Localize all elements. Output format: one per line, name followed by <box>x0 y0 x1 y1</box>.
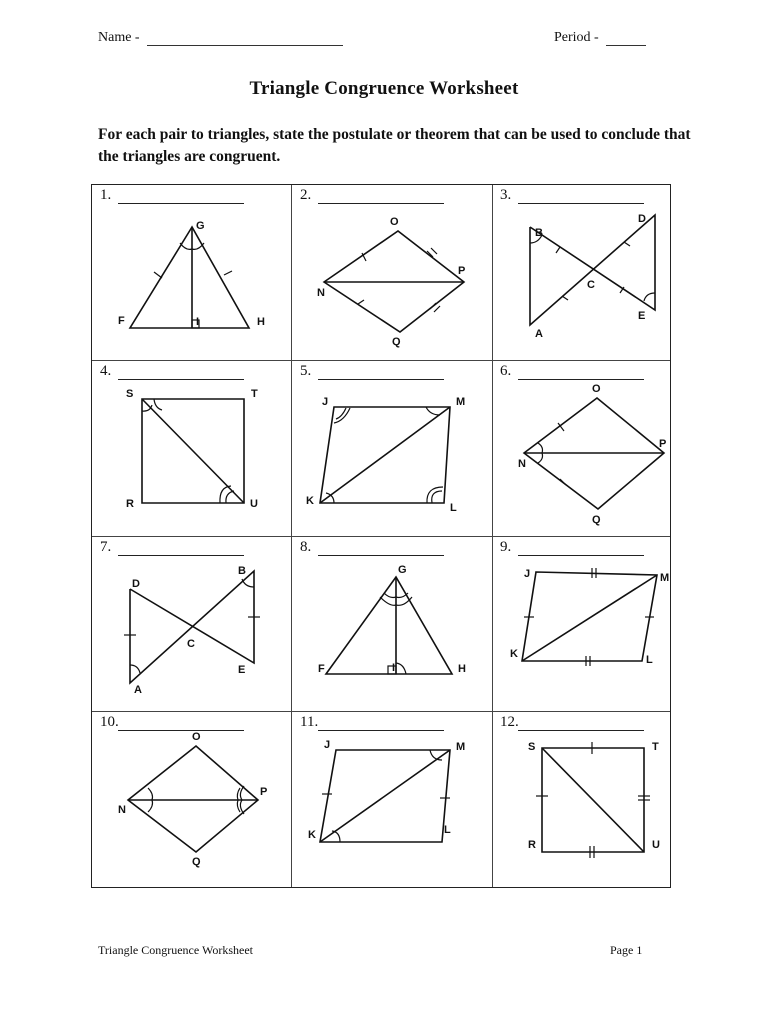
vertex-label: I <box>392 662 396 674</box>
vertex-label: P <box>260 786 268 798</box>
vertex-label: H <box>257 316 265 328</box>
problem-number: 10. <box>100 714 119 730</box>
vertex-label: F <box>318 663 325 675</box>
problem-cell-11 <box>292 712 492 888</box>
problem-cell-3 <box>492 185 692 361</box>
figure-kite <box>492 361 672 537</box>
problem-number: 4. <box>100 363 112 379</box>
vertex-label: G <box>398 564 407 576</box>
vertex-label: R <box>528 839 536 851</box>
problem-number: 3. <box>500 187 512 203</box>
vertex-label: L <box>450 502 457 514</box>
vertex-label: P <box>659 438 667 450</box>
vertex-label: A <box>134 684 142 696</box>
period-label: Period - <box>554 30 599 45</box>
vertex-label: A <box>535 328 543 340</box>
period-field <box>554 30 646 46</box>
problem-cell-1 <box>92 185 292 361</box>
vertex-label: N <box>317 287 325 299</box>
vertex-label: D <box>638 213 646 225</box>
vertex-label: T <box>251 388 258 400</box>
vertex-label: U <box>652 839 660 851</box>
worksheet-title: Triangle Congruence Worksheet <box>249 78 519 99</box>
vertex-label: I <box>196 316 200 328</box>
name-field <box>98 30 343 46</box>
problem-number: 8. <box>300 539 312 555</box>
problem-number: 9. <box>500 539 512 555</box>
vertex-label: E <box>238 664 246 676</box>
vertex-label: C <box>587 279 595 291</box>
name-blank[interactable] <box>147 33 343 46</box>
figure-kite <box>292 185 492 361</box>
period-blank[interactable] <box>606 33 646 46</box>
figure-triangle-altitude <box>292 537 492 713</box>
vertex-label: J <box>524 568 531 580</box>
problem-number: 2. <box>300 187 312 203</box>
vertex-label: F <box>118 315 125 327</box>
vertex-label: O <box>390 216 399 228</box>
problem-cell-4 <box>92 361 292 537</box>
figure-square-diagonal <box>92 361 292 537</box>
vertex-label: M <box>456 741 466 753</box>
vertex-label: H <box>458 663 466 675</box>
vertex-label: O <box>192 731 201 743</box>
vertex-label: G <box>196 220 205 232</box>
vertex-label: C <box>187 638 195 650</box>
vertex-label: S <box>528 741 536 753</box>
figure-bowtie-vertical <box>92 537 292 713</box>
vertex-label: Q <box>392 336 401 348</box>
figure-square-diagonal <box>492 712 672 888</box>
vertex-label: Q <box>192 856 201 868</box>
problem-grid <box>91 184 671 888</box>
figure-kite <box>92 712 292 888</box>
vertex-label: E <box>638 310 646 322</box>
vertex-label: P <box>458 265 466 277</box>
problem-cell-5 <box>292 361 492 537</box>
name-label: Name - <box>98 30 140 45</box>
problem-number: 7. <box>100 539 112 555</box>
vertex-label: N <box>118 804 126 816</box>
problem-number: 11. <box>300 714 319 730</box>
figure-parallelogram-diagonal <box>292 361 492 537</box>
vertex-label: T <box>652 741 659 753</box>
vertex-label: B <box>535 227 543 239</box>
footer-title: Triangle Congruence Worksheet <box>98 943 254 957</box>
vertex-label: U <box>250 498 258 510</box>
problem-number: 1. <box>100 187 112 203</box>
problem-cell-7 <box>92 537 292 713</box>
vertex-label: K <box>510 648 518 660</box>
problem-cell-6 <box>492 361 692 537</box>
vertex-label: B <box>238 565 246 577</box>
figure-isosceles-triangle-median <box>92 185 292 361</box>
vertex-label: S <box>126 388 134 400</box>
instructions-text: For each pair to triangles, state the postulate or theorem that can be used to conclude that the triangles are congruent. <box>98 126 691 165</box>
vertex-label: K <box>308 829 316 841</box>
problem-cell-10 <box>92 712 292 888</box>
problem-cell-2 <box>292 185 492 361</box>
problem-number: 6. <box>500 363 512 379</box>
vertex-label: M <box>456 396 466 408</box>
problem-cell-9 <box>492 537 692 713</box>
figure-parallelogram-diagonal <box>292 712 492 888</box>
problem-number: 12. <box>500 714 519 730</box>
footer-page-number: Page 1 <box>610 943 643 957</box>
vertex-label: L <box>444 824 451 836</box>
vertex-label: D <box>132 578 140 590</box>
vertex-label: N <box>518 458 526 470</box>
problem-cell-8 <box>292 537 492 713</box>
problem-cell-12 <box>492 712 692 888</box>
vertex-label: O <box>592 383 601 395</box>
vertex-label: J <box>324 739 331 751</box>
vertex-label: R <box>126 498 134 510</box>
vertex-label: Q <box>592 514 601 526</box>
vertex-label: M <box>660 572 670 584</box>
figure-bowtie-vertical <box>492 185 672 361</box>
vertex-label: J <box>322 396 329 408</box>
vertex-label: K <box>306 495 314 507</box>
problem-number: 5. <box>300 363 312 379</box>
vertex-label: L <box>646 654 653 666</box>
figure-parallelogram-diagonal <box>492 537 672 713</box>
